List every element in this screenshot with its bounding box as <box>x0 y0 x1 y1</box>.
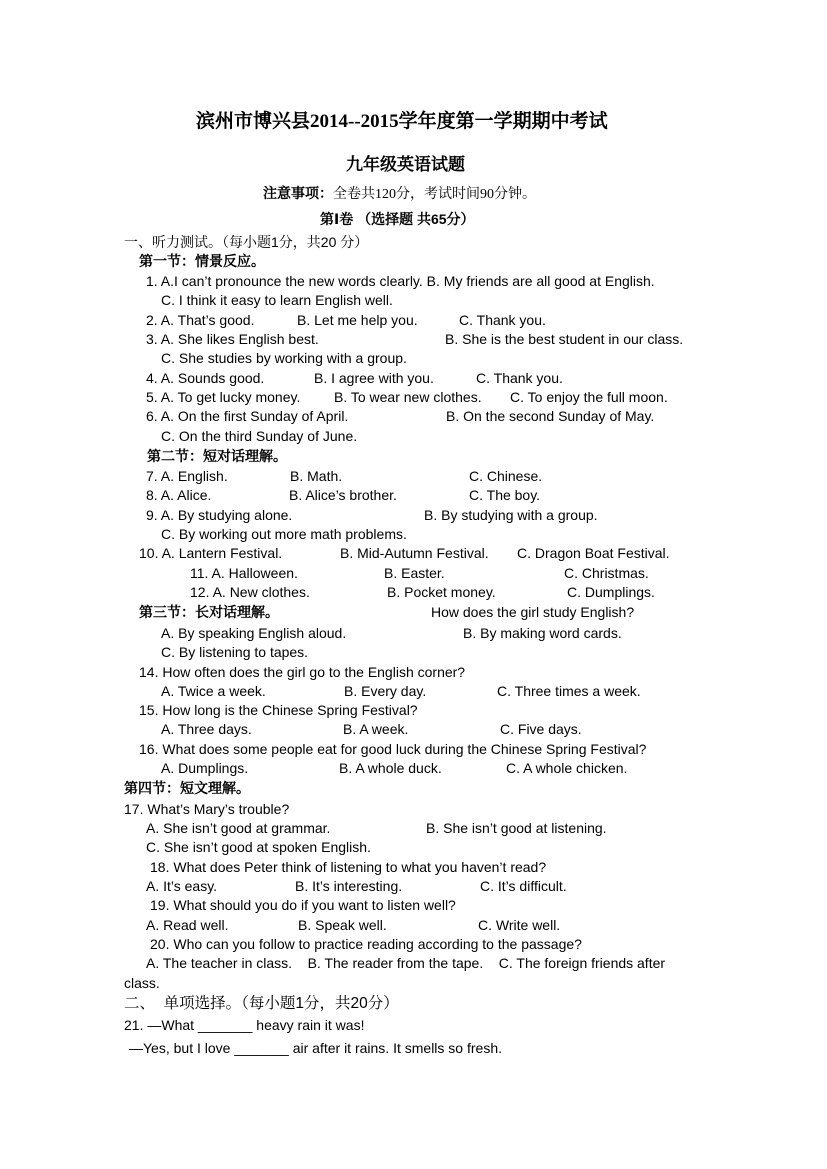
q17-option-b: B. She isn’t good at listening. <box>426 820 607 836</box>
q8-option-b: B. Alice’s brother. <box>289 487 397 503</box>
notice-label: 注意事项： <box>263 187 333 202</box>
q20-options: A. The teacher in class. B. The reader from the tape. C. The foreign friends after <box>146 955 666 971</box>
section4-heading: 第四节：短文理解。 <box>124 780 250 796</box>
q18-option-a: A. It’s easy. <box>146 878 218 894</box>
q13-option-c: C. By listening to tapes. <box>161 644 309 660</box>
q21-reply: —Yes, but I love _______ air after it rains. It smells so fresh. <box>129 1040 502 1056</box>
q15-question: 15. How long is the Chinese Spring Festival? <box>139 702 418 718</box>
q8-option-a: 8. A. Alice. <box>146 487 212 503</box>
q5-option-c: C. To enjoy the full moon. <box>510 389 668 405</box>
q11-option-b: B. Easter. <box>384 565 445 581</box>
q21-question: 21. —What _______ heavy rain it was! <box>124 1017 365 1033</box>
volume-heading: 第Ⅰ卷 （选择题 共65分） <box>320 211 475 227</box>
q15-option-c: C. Five days. <box>500 721 582 737</box>
q13-option-a: A. By speaking English aloud. <box>161 625 347 641</box>
q1-option-c: C. I think it easy to learn English well. <box>161 292 393 308</box>
q6-option-c: C. On the third Sunday of June. <box>161 428 358 444</box>
q17-option-c: C. She isn’t good at spoken English. <box>146 839 371 855</box>
q2-option-c: C. Thank you. <box>459 312 546 328</box>
q10-option-b: B. Mid-Autumn Festival. <box>340 545 489 561</box>
part2-heading: 二、 单项选择。（每小题1分，共20分） <box>124 995 399 1012</box>
q18-question: 18. What does Peter think of listening to what you haven’t read? <box>150 859 547 875</box>
q16-option-b: B. A whole duck. <box>339 760 442 776</box>
section3-heading: 第三节：长对话理解。 <box>139 604 279 620</box>
q5-option-b: B. To wear new clothes. <box>334 389 482 405</box>
q17-question: 17. What’s Mary’s trouble? <box>124 801 290 817</box>
q19-option-a: A. Read well. <box>146 917 229 933</box>
q13-question: How does the girl study English? <box>431 604 635 620</box>
q12-option-b: B. Pocket money. <box>387 584 496 600</box>
q11-option-c: C. Christmas. <box>564 565 649 581</box>
q15-option-a: A. Three days. <box>161 721 252 737</box>
q16-question: 16. What does some people eat for good luck during the Chinese Spring Festival? <box>139 741 647 757</box>
q6-option-a: 6. A. On the first Sunday of April. <box>146 408 349 424</box>
q17-option-a: A. She isn’t good at grammar. <box>146 820 331 836</box>
q4-option-b: B. I agree with you. <box>314 370 434 386</box>
q12-option-a: 12. A. New clothes. <box>190 584 310 600</box>
q19-option-b: B. Speak well. <box>298 917 387 933</box>
q10-option-a: 10. A. Lantern Festival. <box>139 545 283 561</box>
q19-option-c: C. Write well. <box>478 917 561 933</box>
q2-option-b: B. Let me help you. <box>297 312 418 328</box>
part1-heading: 一、听力测试。（每小题1分，共20 分） <box>124 234 369 250</box>
q9-option-b: B. By studying with a group. <box>424 507 598 523</box>
q4-option-a: 4. A. Sounds good. <box>146 370 265 386</box>
q4-option-c: C. Thank you. <box>476 370 563 386</box>
q16-option-a: A. Dumplings. <box>161 760 249 776</box>
q7-option-b: B. Math. <box>290 468 343 484</box>
q13-option-b: B. By making word cards. <box>463 625 622 641</box>
q9-option-c: C. By working out more math problems. <box>161 526 407 542</box>
q12-option-c: C. Dumplings. <box>567 584 655 600</box>
q1-options: 1. A.I can’t pronounce the new words clearly. B. My friends are all good at English. <box>146 273 655 289</box>
q3-option-b: B. She is the best student in our class. <box>445 331 684 347</box>
exam-title: 滨州市博兴县2014--2015学年度第一学期期中考试 <box>196 111 608 132</box>
notice-line <box>263 188 536 202</box>
section1-heading: 第一节：情景反应。 <box>139 253 265 269</box>
q14-option-c: C. Three times a week. <box>497 683 641 699</box>
q5-option-a: 5. A. To get lucky money. <box>146 389 301 405</box>
q20-options-cont: class. <box>124 975 160 991</box>
q20-question: 20. Who can you follow to practice reading according to the passage? <box>150 936 582 952</box>
q19-question: 19. What should you do if you want to listen well? <box>150 897 456 913</box>
exam-subtitle: 九年级英语试题 <box>346 155 465 174</box>
q7-option-c: C. Chinese. <box>469 468 543 484</box>
q3-option-a: 3. A. She likes English best. <box>146 331 319 347</box>
q3-option-c: C. She studies by working with a group. <box>161 350 407 366</box>
section2-heading: 第二节：短对话理解。 <box>147 448 287 464</box>
q11-option-a: 11. A. Halloween. <box>190 565 298 581</box>
q9-option-a: 9. A. By studying alone. <box>146 507 293 523</box>
q16-option-c: C. A whole chicken. <box>506 760 628 776</box>
q7-option-a: 7. A. English. <box>146 468 228 484</box>
q6-option-b: B. On the second Sunday of May. <box>446 408 655 424</box>
q18-option-c: C. It’s difficult. <box>480 878 567 894</box>
q10-option-c: C. Dragon Boat Festival. <box>517 545 670 561</box>
q8-option-c: C. The boy. <box>469 487 541 503</box>
q18-option-b: B. It’s interesting. <box>295 878 403 894</box>
notice-text: 全卷共120分，考试时间90分钟。 <box>333 187 536 202</box>
q14-question: 14. How often does the girl go to the English corner? <box>139 664 466 680</box>
q14-option-a: A. Twice a week. <box>161 683 266 699</box>
q14-option-b: B. Every day. <box>344 683 427 699</box>
q15-option-b: B. A week. <box>343 721 409 737</box>
q2-option-a: 2. A. That’s good. <box>146 312 255 328</box>
